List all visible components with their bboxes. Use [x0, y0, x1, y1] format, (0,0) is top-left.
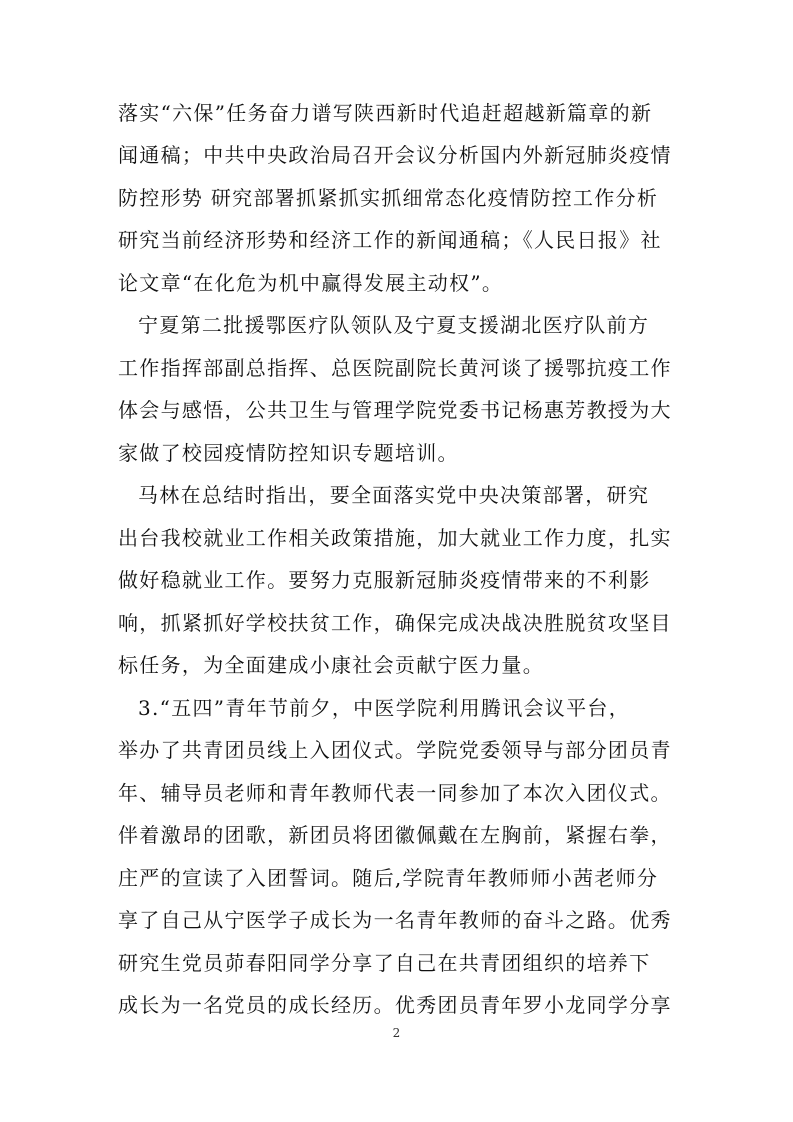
text-line: 庄严的宣读了入团誓词。随后,学院青年教师师小茜老师分	[118, 866, 659, 890]
text-line: 伴着激昂的团歌，新团员将团徽佩戴在左胸前，紧握右拳，	[118, 823, 672, 847]
text-line: 响，抓紧抓好学校扶贫工作，确保完成决战决胜脱贫攻坚目	[118, 611, 672, 635]
paragraph-start-line: 3.“五四”青年节前夕，中医学院利用腾讯会议平台，	[138, 696, 631, 720]
paragraph-start-line: 宁夏第二批援鄂医疗队领队及宁夏支援湖北医疗队前方	[138, 313, 650, 337]
page-number: 2	[392, 1026, 401, 1040]
text-line: 研究生党员茆春阳同学分享了自己在共青团组织的培养下	[118, 951, 651, 975]
text-line: 标任务，为全面建成小康社会贡献宁医力量。	[118, 653, 544, 677]
text-line: 工作指挥部副总指挥、总医院副院长黄河谈了援鄂抗疫工作	[118, 356, 672, 380]
text-line: 家做了校园疫情防控知识专题培训。	[118, 441, 459, 465]
text-line: 研究当前经济形势和经济工作的新闻通稿；《人民日报》社	[118, 228, 662, 252]
paragraph-start-line: 马林在总结时指出，要全面落实党中央决策部署，研究	[138, 483, 650, 507]
text-line: 成长为一名党员的成长经历。优秀团员青年罗小龙同学分享	[118, 993, 672, 1017]
text-line: 论文章“在化危为机中赢得发展主动权”。	[118, 271, 504, 295]
text-line: 享了自己从宁医学子成长为一名青年教师的奋斗之路。优秀	[118, 908, 672, 932]
text-line: 体会与感悟，公共卫生与管理学院党委书记杨惠芳教授为大	[118, 398, 672, 422]
text-line: 年、辅导员老师和青年教师代表一同参加了本次入团仪式。	[118, 781, 672, 805]
text-line: 出台我校就业工作相关政策措施，加大就业工作力度，扎实	[118, 526, 672, 550]
text-line: 落实“六保”任务奋力谱写陕西新时代追赶超越新篇章的新	[118, 101, 653, 125]
text-line: 防控形势 研究部署抓紧抓实抓细常态化疫情防控工作分析	[118, 186, 659, 210]
text-line: 做好稳就业工作。要努力克服新冠肺炎疫情带来的不利影	[118, 568, 651, 592]
text-line: 举办了共青团员线上入团仪式。学院党委领导与部分团员青	[118, 738, 672, 762]
text-line: 闻通稿；中共中央政治局召开会议分析国内外新冠肺炎疫情	[118, 143, 672, 167]
